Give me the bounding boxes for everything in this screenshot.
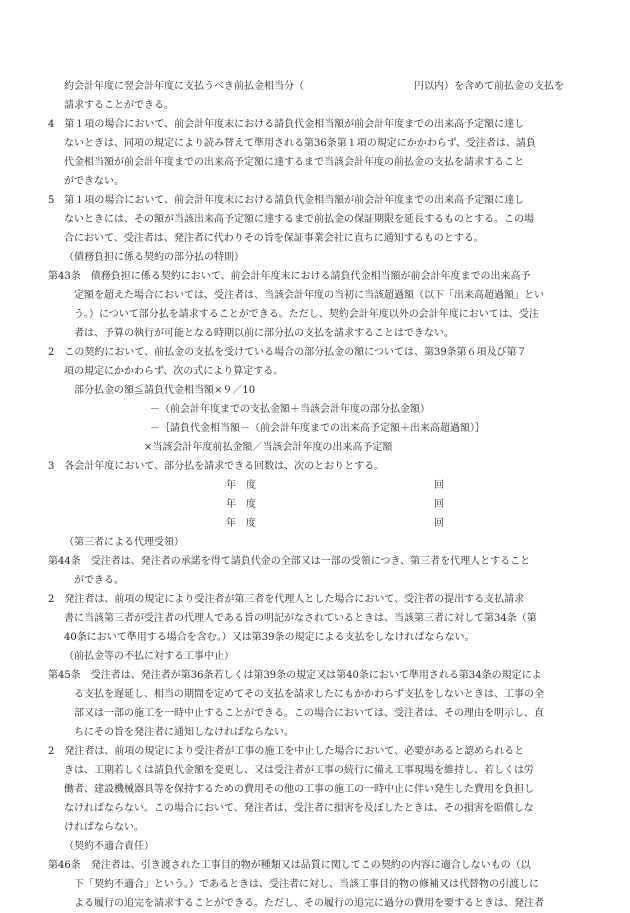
text-line: 3 各会計年度において、部分払を請求できる回数は、次のとおりとする。: [48, 461, 385, 472]
text-line: 請求することができる。: [64, 100, 174, 111]
text-line: 代金相当額が前会計年度までの出来高予定額に達するまで当該会計年度の前払金の支払を請求すること: [64, 157, 524, 168]
installment-count-row: [48, 476, 588, 495]
text-line: （契約不適合責任）: [64, 841, 154, 852]
text-line: 第45条 受注者は、発注者が第36条若しくは第39条の規定又は第40条において準用される第34条の規定によ: [48, 670, 542, 681]
text-line: 4 第１項の場合において、前会計年度末における請負代金相当額が前会計年度までの出来高予定額に達し: [48, 119, 525, 130]
count-label: 回: [434, 499, 444, 510]
text-line: う。）について部分払を請求することができる。ただし、契約会計年度以外の会計年度においては、受注: [74, 309, 539, 320]
fiscal-year-label: 年 度: [226, 499, 256, 510]
text-line: ないときは、同項の規定により読み替えて準用される第36条第１項の規定にかかわらず、受注者は、請負: [64, 138, 536, 149]
text-line: ないときには、その額が当該出来高予定額に達するまで前払金の保証期限を延長するものとする。この場: [64, 214, 534, 225]
text-line: ければならない。: [64, 822, 144, 833]
text-line: 第46条 発注者は、引き渡された工事目的物が種類又は品質に関してこの契約の内容に適合しないもの（以: [48, 860, 531, 871]
installment-count-row: [48, 495, 588, 514]
text-line: 5 第１項の場合において、前会計年度末における請負代金相当額が前会計年度までの出来高予定額に達し: [48, 195, 525, 206]
text-line: ×当該会計年度前払金額／当該会計年度の出来高予定額: [144, 442, 393, 453]
text-line: 働者、建設機械器具等を保持するための費用その他の工事の施工の一時中止に伴い発生した費用を負担し: [64, 784, 534, 795]
text-line: 2 この契約において、前払金の支払を受けている場合の部分払金の額については、第39条第６項及び第７: [48, 347, 527, 358]
text-line: －｛請負代金相当額－（前会計年度までの出来高予定額＋出来高超過額）｝: [150, 423, 485, 434]
count-label: 回: [434, 480, 444, 491]
text-line: 項の規定にかかわらず、次の式により算定する。: [64, 366, 284, 377]
text-line: る支払を遅延し、相当の期間を定めてその支払を請求したにもかかわらず支払をしないときは、工事の全: [74, 689, 544, 700]
text-line: 合において、受注者は、発注者に代わりその旨を保証事業会社に直ちに通知するものとする。: [64, 233, 484, 244]
fiscal-year-label: 年 度: [226, 480, 256, 491]
text-line: 40条において準用する場合を含む。）又は第39条の規定による支払をしなければならない。: [64, 632, 475, 643]
text-line: ちにその旨を発注者に通知しなければならない。: [74, 727, 294, 738]
text-line: （債務負担に係る契約の部分払の特則）: [64, 252, 244, 263]
text-line: なければならない。この場合において、発注者は、受注者に損害を及ぼしたときは、その損害を賠償しな: [64, 803, 534, 814]
fiscal-year-label: 年 度: [226, 518, 256, 529]
text-line: （前払金等の不払に対する工事中止）: [64, 651, 234, 662]
text-line: （第三者による代理受領）: [64, 537, 184, 548]
text-line: きは、工期若しくは請負代金額を変更し、又は受注者が工事の続行に備え工事現場を維持し、若しくは労: [64, 765, 534, 776]
text-line: ができない。: [64, 176, 124, 187]
text-line: 書に当該第三者が受注者の代理人である旨の明記がなされているときは、当該第三者に対して第34条（第: [64, 613, 537, 624]
text-line: 定額を超えた場合においては、受注者は、当該会計年度の当初に当該超過額（以下「出来高超過額」とい: [74, 290, 544, 301]
installment-count-row: [48, 514, 588, 533]
text-line: 部又は一部の施工を一時中止することができる。この場合においては、受注者は、その理由を明示し、直: [74, 708, 544, 719]
text-line: －（前会計年度までの支払金額＋当該会計年度の部分払金額）: [150, 404, 430, 415]
contract-body-text: [48, 77, 588, 913]
text-line: ができる。: [74, 575, 124, 586]
text-line: 2 発注者は、前項の規定により受注者が第三者を代理人とした場合において、受注者の提出する支払請求: [48, 594, 525, 605]
text-line: 2 発注者は、前項の規定により受注者が工事の施工を中止した場合において、必要があると認められると: [48, 746, 525, 757]
text-line: 部分払金の額≦請負代金相当額×９／10: [74, 385, 256, 396]
text-line: よる履行の追完を請求することができる。ただし、その履行の追完に過分の費用を要するときは、発注者: [74, 898, 544, 909]
count-label: 回: [434, 518, 444, 529]
text-line: 下「契約不適合」という。）であるときは、受注者に対し、当該工事目的物の修補又は代替物の引渡しに: [74, 879, 539, 890]
text-line: 第44条 受注者は、発注者の承諾を得て請負代金の全部又は一部の受領につき、第三者を代理人とすること: [48, 556, 531, 567]
text-line: 約会計年度に翌会計年度に支払うべき前払金相当分（ 円以内）を含めて前払金の支払を: [64, 81, 564, 92]
text-line: 第43条 債務負担に係る契約において、前会計年度末における請負代金相当額が前会計年度までの出来高予: [48, 271, 531, 282]
text-line: 者は、予算の執行が可能となる時期以前に部分払の支払を請求することはできない。: [74, 328, 454, 339]
